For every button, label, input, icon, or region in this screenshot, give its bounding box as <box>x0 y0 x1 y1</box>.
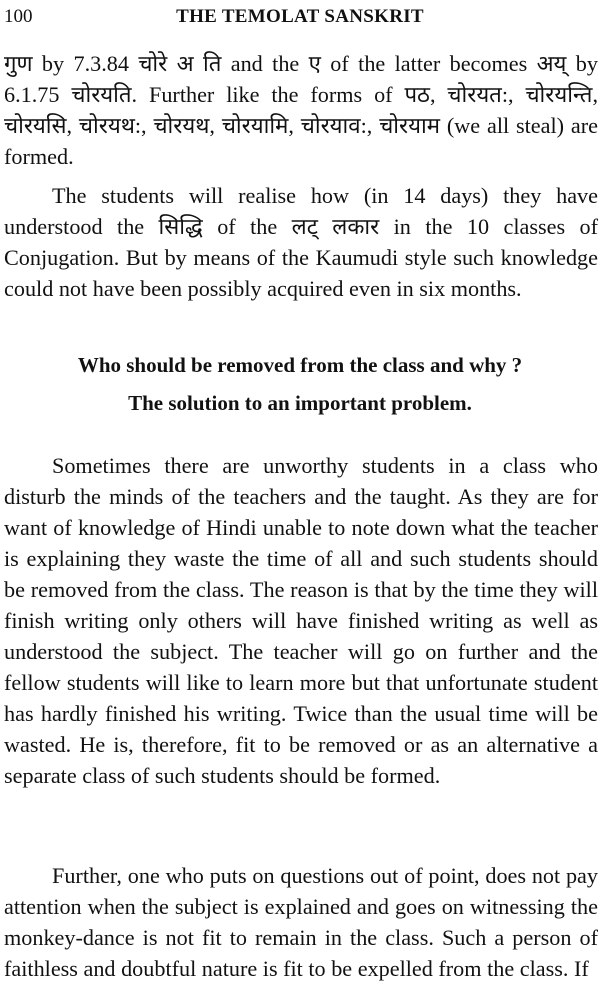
paragraph-sanskrit-forms: गुण by 7.3.84 चोरे अ ति and the ए of the latter becomes अय् by 6.1.75 चोरयति. Further like the forms of पठ, चोरयत:, चोरयन्ति, चोरयसि, चोरयथ:, चोरयथ, चोरयामि, चोरयाव:, चोरयाम (we all steal) are formed. <box>4 51 598 169</box>
paragraph-students-realise: The students will realise how (in 14 days) they have understood the सिद्धि of the लट् लकार in the 10 classes of Conjugation. But by means of the Kaumudi style such knowledge could not have been possibly acquired even in six months. <box>4 183 598 301</box>
section-heading-line-2: The solution to an important problem. <box>128 391 472 415</box>
paragraph-further-expelled: Further, one who puts on questions out of point, does not pay attention when the subject is explained and goes on witnessing the monkey-dance is not fit to remain in the class. Such a person of faithless and doubtful nature is fit to be expelled from the class. If <box>4 863 598 981</box>
section-heading-line-1: Who should be removed from the class and why ? <box>77 353 523 377</box>
running-head <box>4 4 596 30</box>
page-number: 100 <box>4 6 33 27</box>
paragraph-unworthy-students: Sometimes there are unworthy students in a class who disturb the minds of the teachers and the taught. As they are for want of knowledge of Hindi unable to note down what the teacher is explaining they waste the time of all and such students should be removed from the class. The reason is that by the time they will finish writing only others will have finished writing as well as understood the subject. The teacher will go on further and the fellow students will like to learn more but that unfortunate student has hardly finished his writing. Twice than the usual time will be wasted. He is, therefore, fit to be removed or as an alternative a separate class of such students should be formed. <box>4 453 598 788</box>
book-title: THE TEMOLAT SANSKRIT <box>176 6 424 27</box>
